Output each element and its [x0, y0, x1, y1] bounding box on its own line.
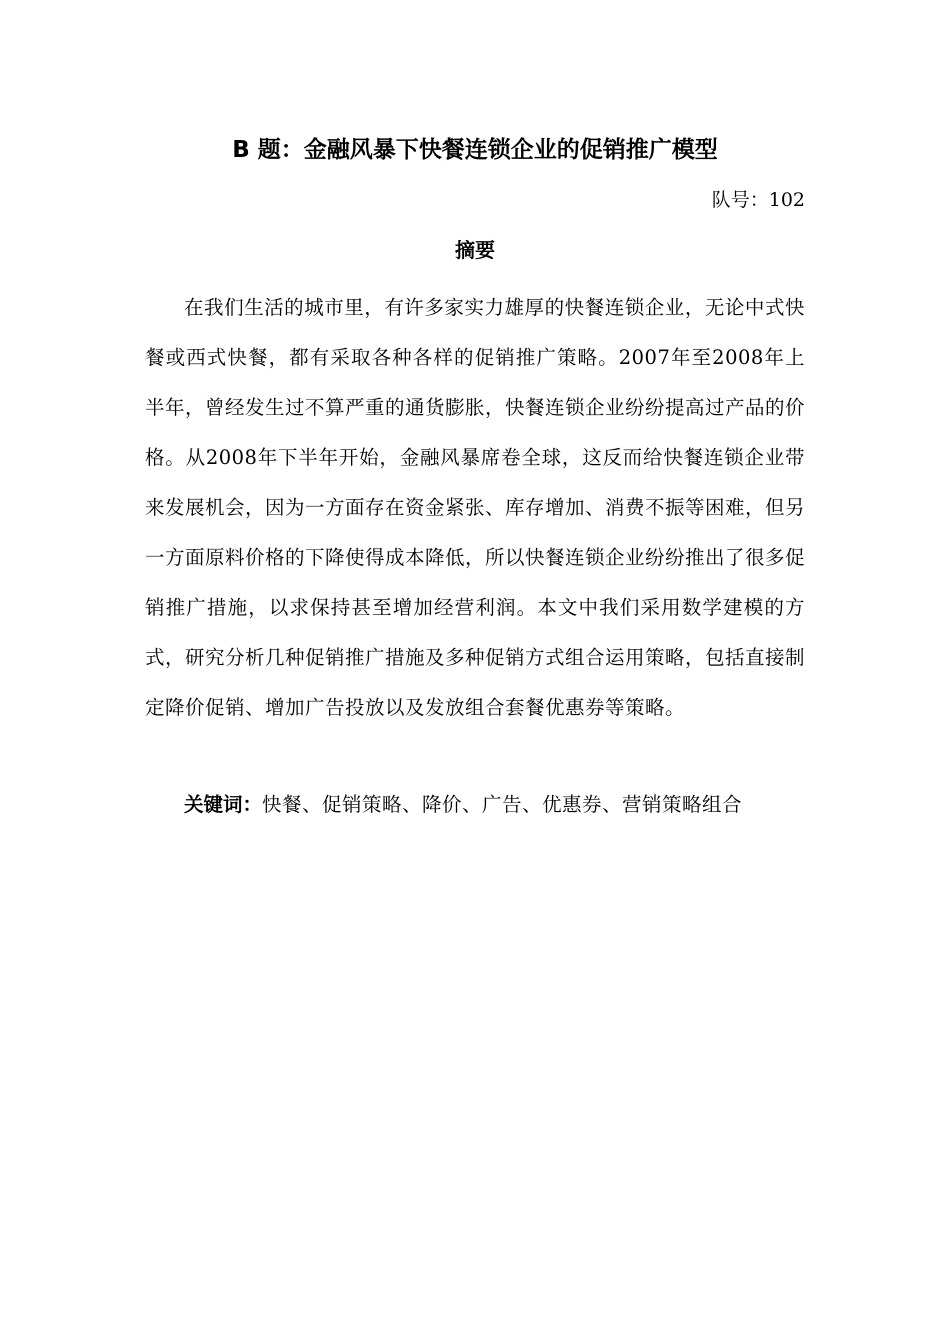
team-number: 队号：102 [711, 189, 805, 211]
abstract-body: 在我们生活的城市里，有许多家实力雄厚的快餐连锁企业，无论中式快餐或西式快餐，都有采取各种各样的促销推广策略。2007年至2008年上半年，曾经发生过不算严重的通货膨胀，快餐连锁企业纷纷提高过产品的价格。从2008年下半年开始，金融风暴席卷全球，这反而给快餐连锁企业带来发展机会，因为一方面存在资金紧张、库存增加、消费不振等困难，但另一方面原料价格的下降使得成本降低，所以快餐连锁企业纷纷推出了很多促销推广措施，以求保持甚至增加经营利润。本文中我们采用数学建模的方式，研究分析几种促销推广措施及多种促销方式组合运用策略，包括直接制定降价促销、增加广告投放以及发放组合套餐优惠券等策略。 [145, 296, 806, 719]
abstract-heading: 摘要 [455, 238, 495, 262]
paper-title: B 题：金融风暴下快餐连锁企业的促销推广模型 [232, 137, 718, 163]
keywords-label: 关键词： [184, 793, 263, 816]
keywords-paragraph [145, 780, 805, 830]
keywords-text: 快餐、促销策略、降价、广告、优惠券、营销策略组合 [262, 793, 743, 816]
